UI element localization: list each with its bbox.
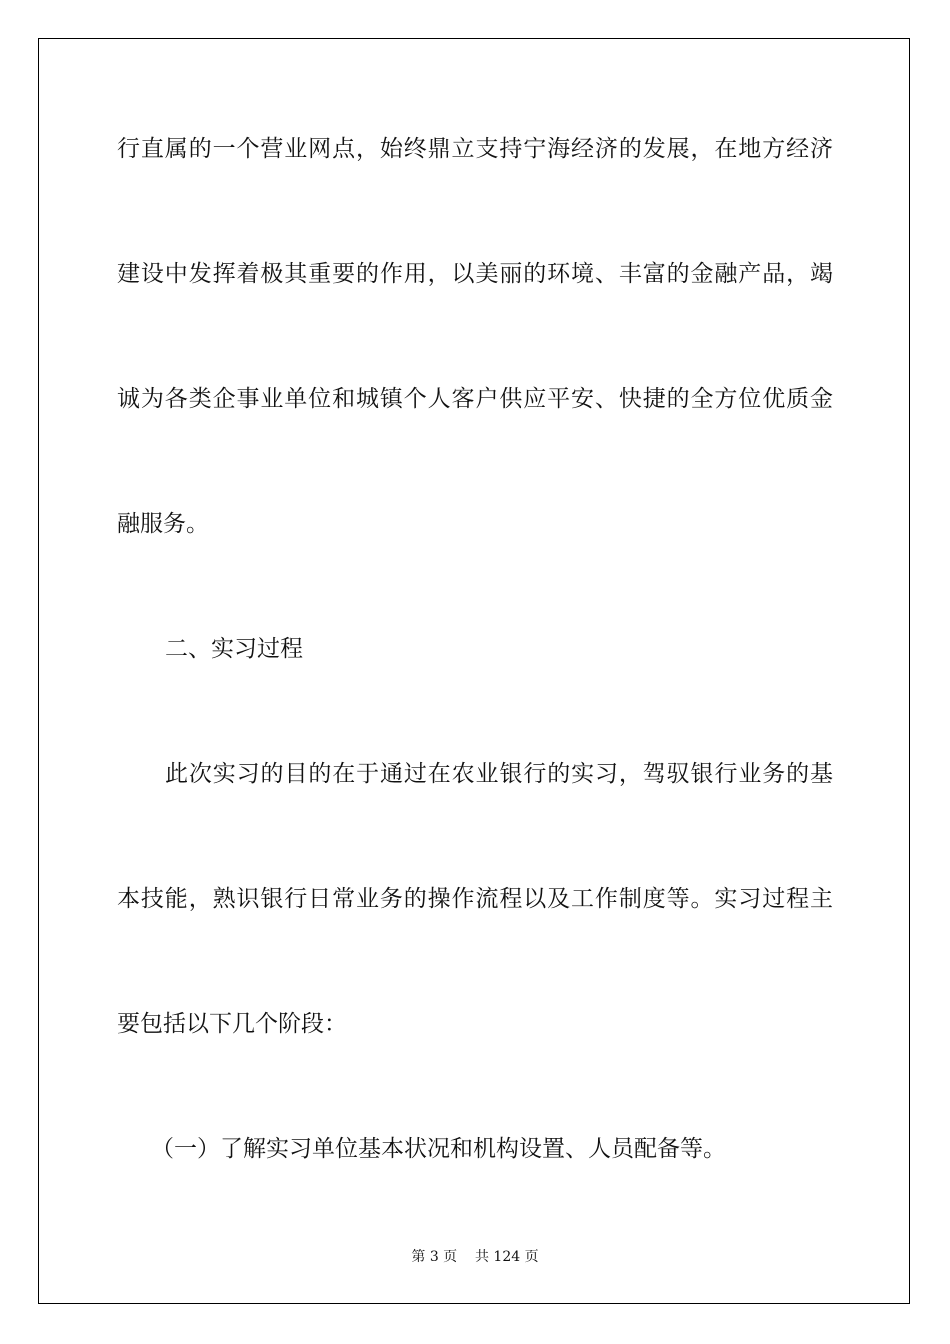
subsection-heading: （一）了解实习单位基本状况和机构设置、人员配备等。 [151, 1136, 726, 1162]
page-number-footer: 第 3 页 共 124 页 [411, 1249, 539, 1265]
body-line-8: 要包括以下几个阶段： [117, 1011, 347, 1037]
body-line-6: 此次实习的目的在于通过在农业银行的实习，驾驭银行业务的基 [165, 761, 833, 787]
body-line-3: 诚为各类企事业单位和城镇个人客户供应平安、快捷的全方位优质金 [117, 386, 833, 412]
body-line-2: 建设中发挥着极其重要的作用，以美丽的环境、丰富的金融产品，竭 [117, 261, 833, 287]
section-heading: 二、实习过程 [165, 636, 303, 662]
body-line-1: 行直属的一个营业网点，始终鼎立支持宁海经济的发展，在地方经济 [117, 136, 833, 162]
body-line-7: 本技能，熟识银行日常业务的操作流程以及工作制度等。实习过程主 [117, 886, 833, 912]
page-border [38, 38, 910, 1304]
body-line-4: 融服务。 [117, 511, 209, 537]
